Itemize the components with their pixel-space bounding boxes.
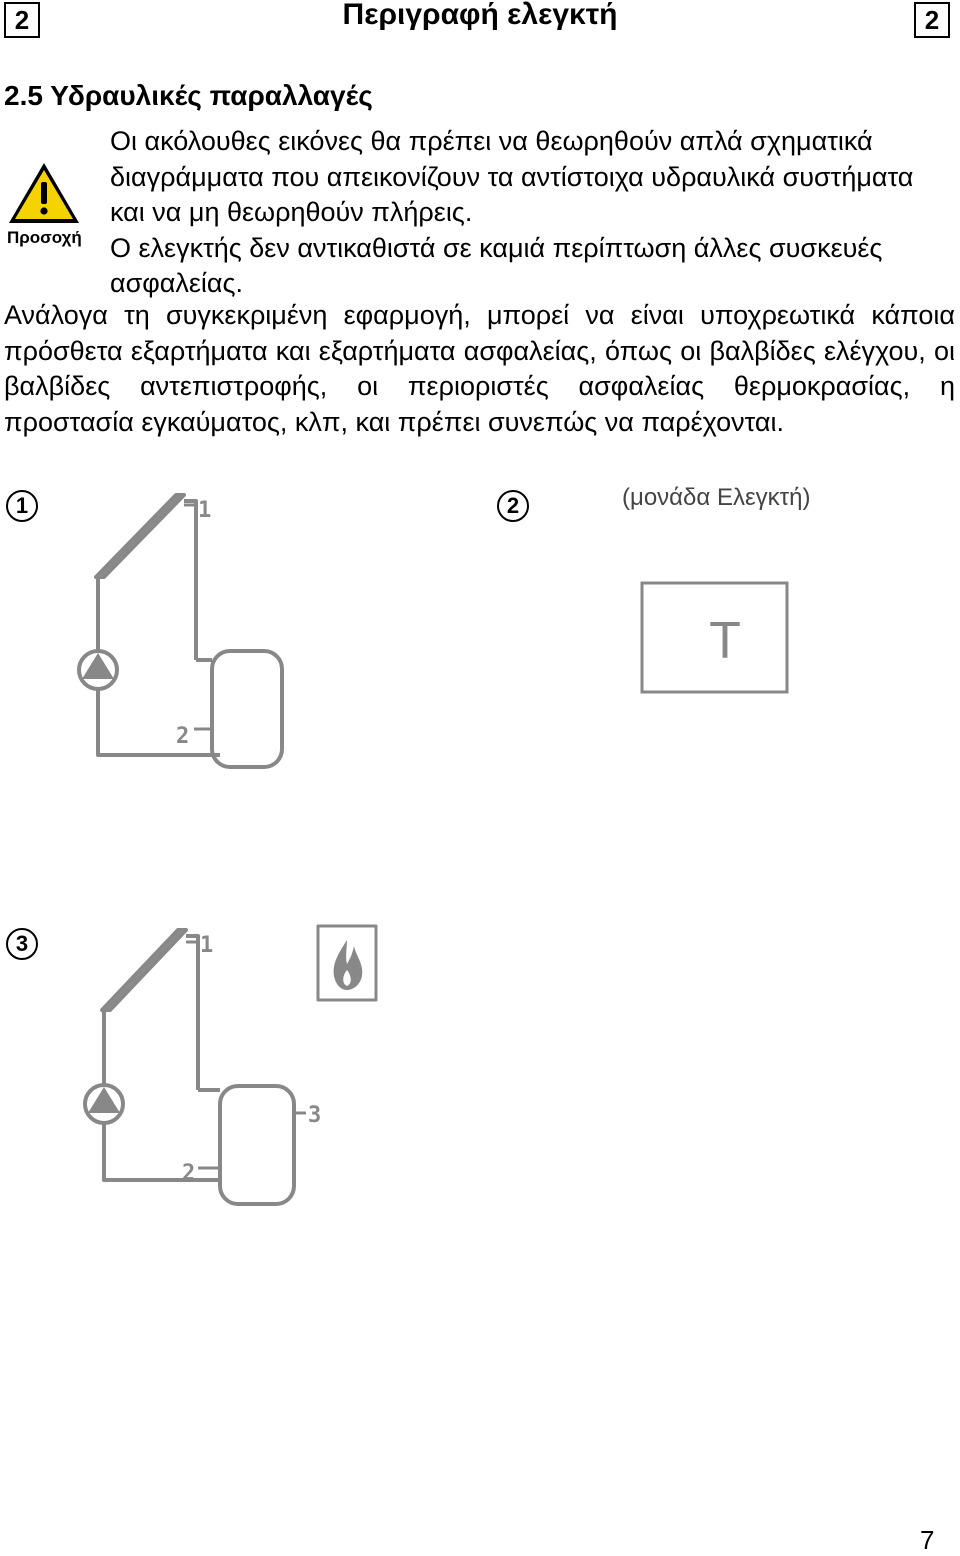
- chapter-number-right: 2: [914, 2, 950, 38]
- pipe-supply: [186, 936, 198, 1090]
- storage-tank: [220, 1086, 294, 1204]
- body-paragraph: Ανάλογα τη συγκεκριμένη εφαρμογή, μπορεί να είναι υποχρεωτικά κάποια πρόσθετα εξαρτήματα και εξαρτήματα ασφαλείας, όπως οι βαλβίδες ελέγχου, οι βαλβίδες αντεπιστροφής, οι περιοριστές ασφαλείας θερμοκρασίας, η προστασία εγκαύματος, κλπ, και πρέπει συνεπώς να παρέχονται.: [4, 300, 955, 437]
- page-number: 7: [920, 1525, 935, 1555]
- pipe-return-lower: [104, 1122, 220, 1180]
- sensor-label-1: 1: [200, 933, 214, 958]
- sensor-label-2: 2: [176, 724, 190, 749]
- warning-line-1: Οι ακόλουθες εικόνες θα πρέπει να θεωρηθούν απλά σχηματικά διαγράμματα που απεικονίζουν τα αντίστοιχα υδραυλικά συστήματα και να μη θεωρηθούν πλήρεις.: [110, 126, 914, 227]
- warning-label: Προσοχή: [7, 228, 82, 247]
- hydraulic-diagram-3: [70, 918, 390, 1218]
- sensor-label-3: 3: [308, 1103, 322, 1128]
- warning-text: [110, 124, 955, 302]
- storage-tank: [212, 651, 282, 767]
- controller-unit-diagram: [640, 580, 792, 698]
- controller-letter: T: [709, 612, 741, 670]
- section-title: 2.5 Υδραυλικές παραλλαγές: [4, 80, 373, 111]
- pipe-supply: [184, 501, 196, 660]
- warning-triangle-icon: [6, 160, 82, 226]
- sensor-label-2: 2: [182, 1161, 196, 1186]
- pipe-return-lower: [98, 689, 220, 755]
- figure-number-3: 3: [6, 928, 38, 960]
- sensor-label-1: 1: [198, 498, 212, 523]
- chapter-number-left: 2: [4, 2, 40, 38]
- figure-2-caption: (μονάδα Ελεγκτή): [622, 484, 811, 511]
- warning-line-2: Ο ελεγκτής δεν αντικαθιστά σε καμιά περίπτωση άλλες συσκευές ασφαλείας.: [110, 232, 883, 298]
- figure-number-2: 2: [497, 490, 529, 522]
- page-title: Περιγραφή ελεγκτή: [342, 0, 618, 31]
- hydraulic-diagram-1: [60, 485, 320, 785]
- figure-number-1: 1: [6, 490, 38, 522]
